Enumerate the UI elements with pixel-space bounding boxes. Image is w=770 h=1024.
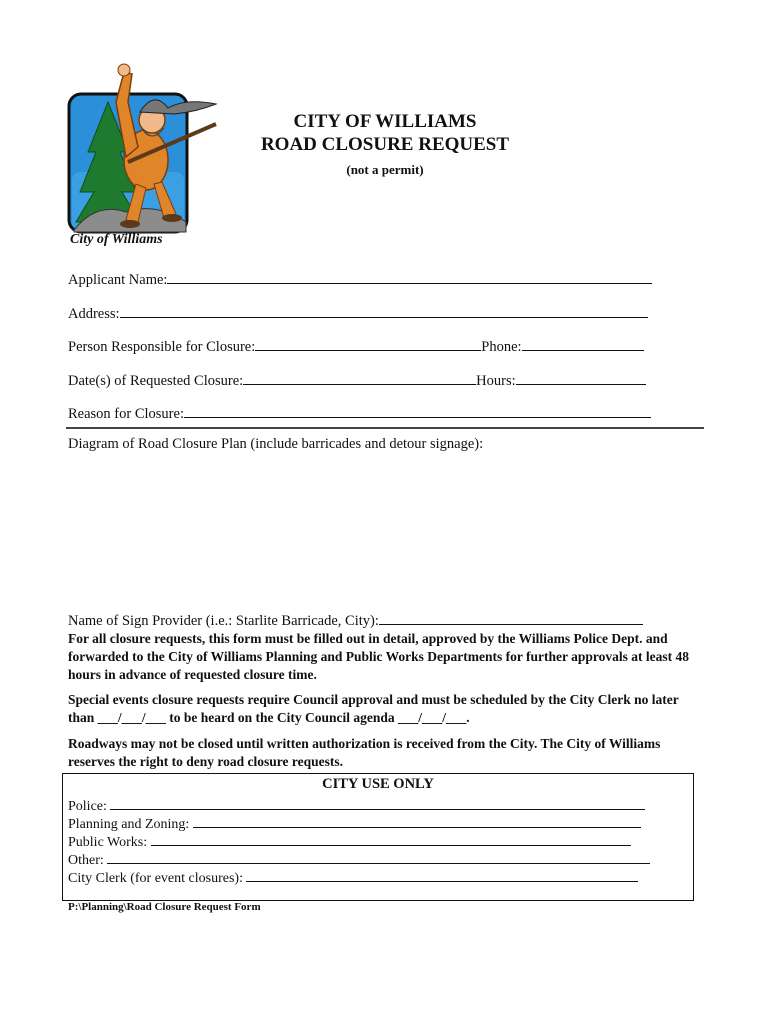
police-line[interactable] [110,794,645,810]
public-works-label: Public Works: [68,835,148,850]
city-clerk-line[interactable] [246,866,638,882]
document-subtitle: (not a permit) [346,162,424,177]
hours-label: Hours: [476,373,516,389]
planning-label: Planning and Zoning: [68,817,190,832]
document-header [230,110,540,178]
phone-line[interactable] [522,335,644,351]
phone-label: Phone: [481,339,522,355]
dates-requested-field[interactable] [68,369,646,390]
person-responsible-field[interactable] [68,335,644,356]
other-line[interactable] [107,848,650,864]
reason-label: Reason for Closure: [68,406,184,422]
hours-line[interactable] [516,369,646,385]
address-field[interactable] [68,302,648,323]
reason-field[interactable] [68,402,651,423]
city-use-only-title: CITY USE ONLY [322,776,434,792]
footer-file-path: P:\Planning\Road Closure Request Form [68,901,261,913]
special-events-instructions: Special events closure requests require Council approval and must be scheduled by the City Clerk no later than ___/___/___ to be heard on the City Council agenda ___/___/___. [68,692,679,725]
public-works-line[interactable] [151,830,631,846]
authorization-notice: Roadways may not be closed until written authorization is received from the City. The City of Williams reserves the right to deny road closure requests. [68,736,661,769]
person-responsible-line[interactable] [255,335,481,351]
document-title-line1: CITY OF WILLIAMS [293,111,477,132]
sign-provider-label: Name of Sign Provider (i.e.: Starlite Barricade, City): [68,613,379,629]
reason-line[interactable] [184,402,651,418]
applicant-name-field[interactable] [68,268,652,289]
logo-caption: City of Williams [70,232,163,247]
document-title-line2: ROAD CLOSURE REQUEST [260,134,510,155]
city-logo [66,62,226,252]
police-label: Police: [68,799,107,814]
planning-line[interactable] [193,812,641,828]
applicant-name-line[interactable] [167,268,652,284]
address-line[interactable] [120,302,648,318]
dates-requested-label: Date(s) of Requested Closure: [68,373,244,389]
dates-requested-line[interactable] [243,369,476,385]
approval-instructions: For all closure requests, this form must be filled out in detail, approved by the Williams Police Dept. and forwarded to the City of Williams Planning and Public Works Departments for further approvals at least 48 hours in advance of requested closure time. [68,631,690,682]
sign-provider-line[interactable] [379,609,643,625]
diagram-area[interactable] [68,458,698,598]
city-use-only-box [62,773,694,901]
section-divider [66,427,704,429]
city-clerk-row[interactable] [68,866,638,887]
diagram-label: Diagram of Road Closure Plan (include barricades and detour signage): [68,436,484,452]
sign-provider-field[interactable] [68,609,643,630]
other-label: Other: [68,853,104,868]
person-responsible-label: Person Responsible for Closure: [68,339,256,355]
applicant-name-label: Applicant Name: [68,272,168,288]
address-label: Address: [68,306,120,322]
city-clerk-label: City Clerk (for event closures): [68,871,243,886]
